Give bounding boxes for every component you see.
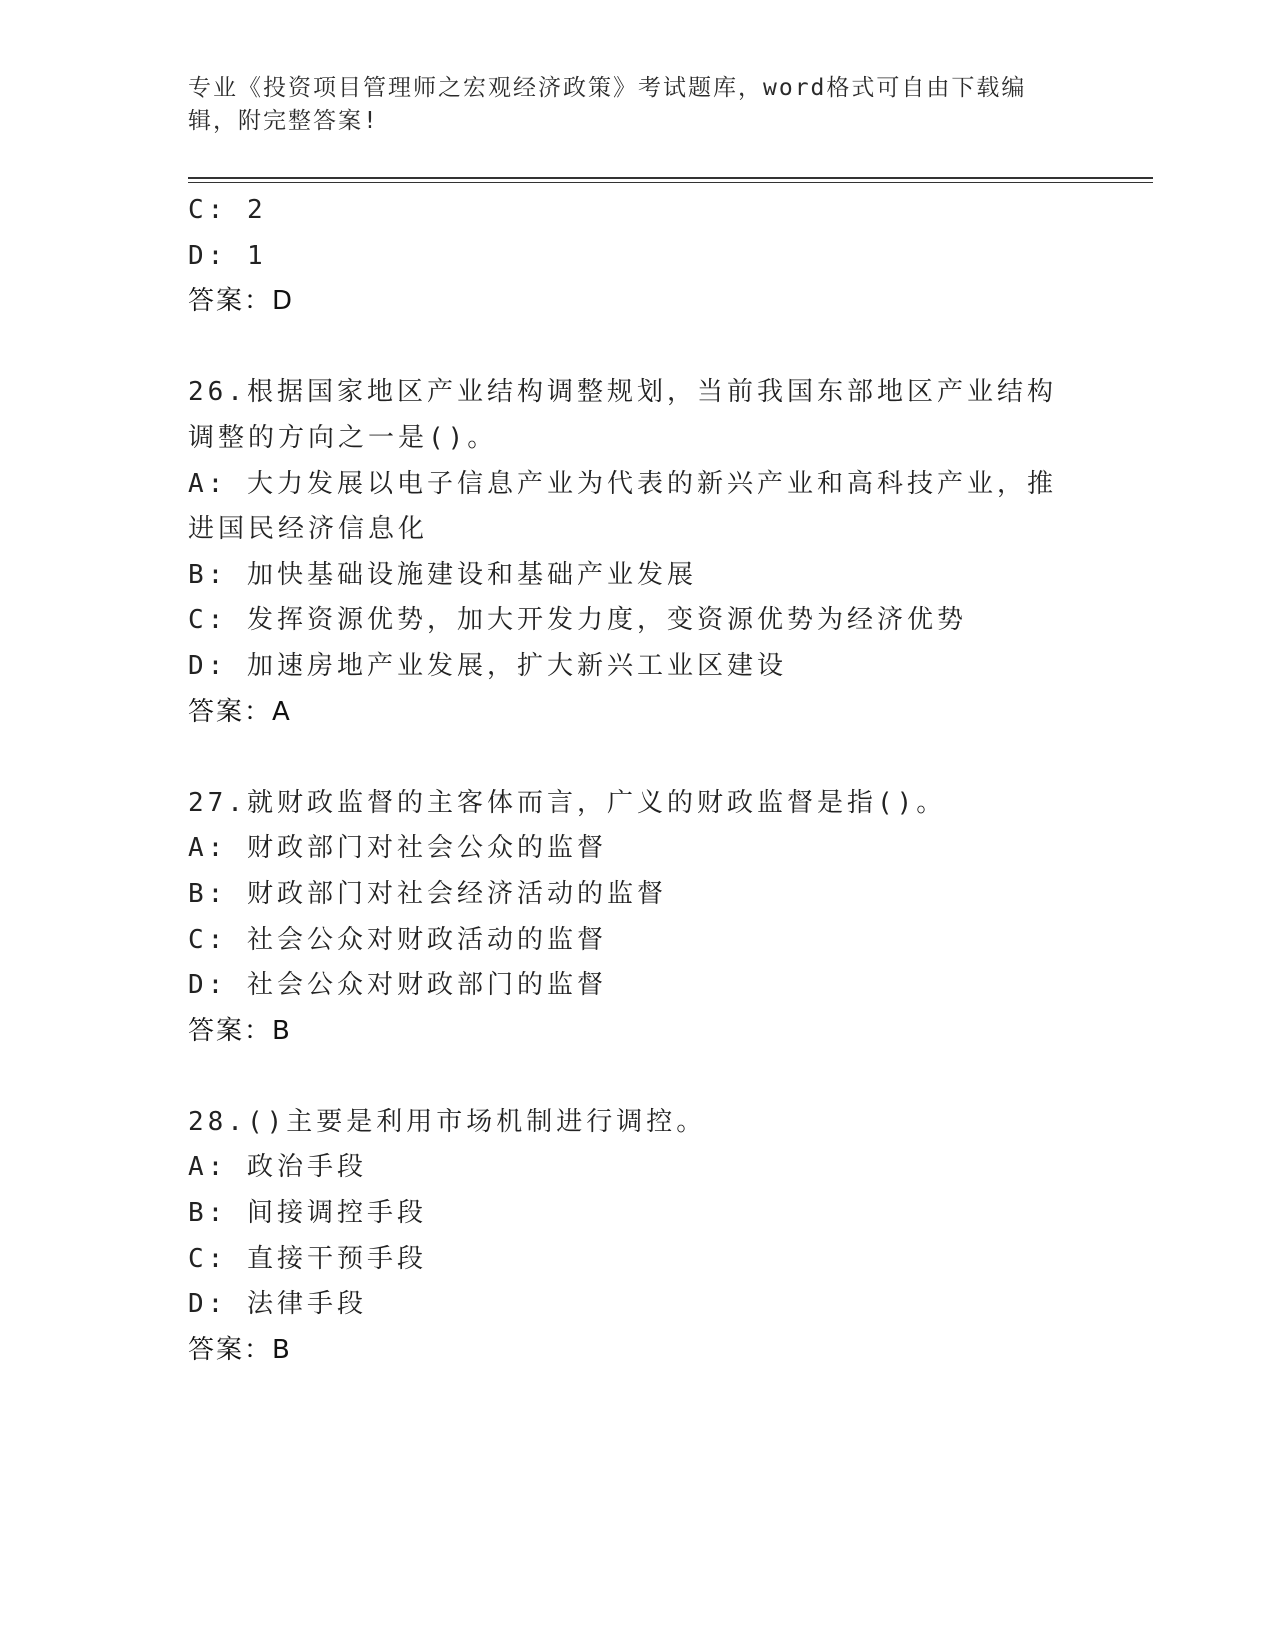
option-c: C: 2 (188, 195, 267, 225)
answer-line: 答案：D (188, 286, 295, 317)
answer-line: 答案：A (188, 696, 292, 727)
question-26 (188, 370, 1088, 735)
document-header (188, 72, 1068, 138)
question-text: 27.就财政监督的主客体而言，广义的财政监督是指()。 (188, 787, 947, 818)
header-text: 专业《投资项目管理师之宏观经济政策》考试题库，word格式可自由下载编辑，附完整答案! (188, 75, 1027, 134)
option-c: C: 直接干预手段 (188, 1243, 427, 1274)
question-27 (188, 781, 1088, 1055)
option-a: A: 大力发展以电子信息产业为代表的新兴产业和高科技产业，推进国民经济信息化 (188, 468, 1057, 545)
option-a: A: 财政部门对社会公众的监督 (188, 833, 607, 864)
answer-line: 答案：B (188, 1334, 292, 1365)
option-b: B: 间接调控手段 (188, 1198, 427, 1229)
question-text: 28.()主要是利用市场机制进行调控。 (188, 1106, 707, 1137)
header-divider-thick (188, 177, 1153, 179)
option-d: D: 1 (188, 240, 267, 271)
option-d: D: 社会公众对财政部门的监督 (188, 970, 607, 1001)
document-body (188, 188, 1088, 1373)
option-d: D: 加速房地产业发展，扩大新兴工业区建设 (188, 650, 787, 681)
option-c: C: 发挥资源优势，加大开发力度，变资源优势为经济优势 (188, 605, 967, 636)
answer-line: 答案：B (188, 1015, 292, 1046)
option-a: A: 政治手段 (188, 1152, 367, 1183)
option-d: D: 法律手段 (188, 1289, 367, 1320)
header-divider-thin (188, 182, 1153, 183)
option-b: B: 财政部门对社会经济活动的监督 (188, 878, 667, 909)
question-text: 26.根据国家地区产业结构调整规划，当前我国东部地区产业结构调整的方向之一是()。 (188, 377, 1057, 453)
previous-question-tail (188, 188, 1088, 325)
option-c: C: 社会公众对财政活动的监督 (188, 924, 607, 955)
question-28 (188, 1100, 1088, 1374)
option-b: B: 加快基础设施建设和基础产业发展 (188, 559, 697, 590)
